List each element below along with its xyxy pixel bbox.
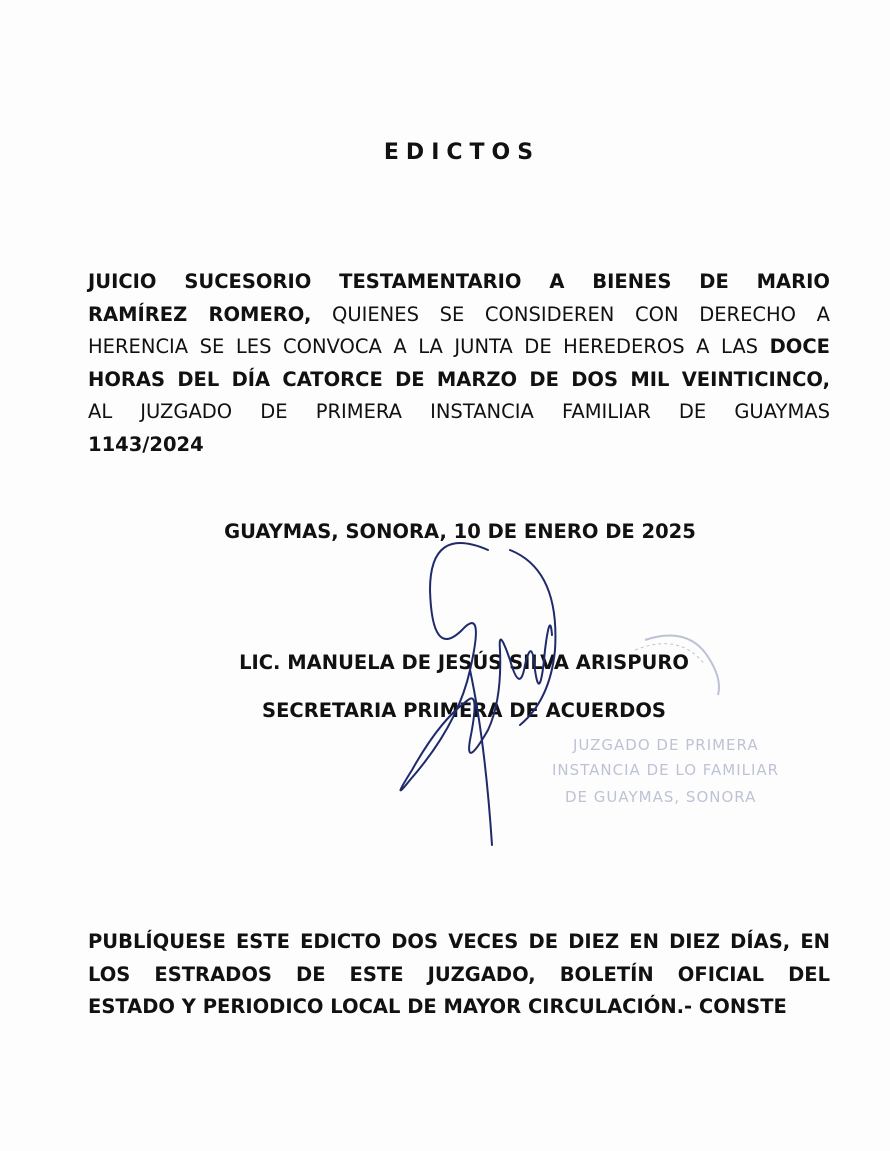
document-title: EDICTOS [383,140,541,165]
body-segment: HORAS DEL DÍA CATORCE DE MARZO DE DOS MIL VEINTICINCO, [88,367,830,391]
footer-line: PUBLÍQUESE ESTE EDICTO DOS VECES DE DIEZ EN DIEZ DÍAS, EN [88,930,830,953]
footer-line: LOS ESTRADOS DE ESTE JUZGADO, BOLETÍN OFICIAL DEL [88,962,830,986]
body-line [88,331,830,364]
publication-notice [88,926,830,1024]
body-line [88,429,830,462]
body-line [88,396,830,429]
body-segment: JUICIO SUCESORIO TESTAMENTARIO A BIENES DE MARIO [88,270,830,293]
body-segment: RAMÍREZ ROMERO, [88,302,312,326]
body-segment: QUIENES SE CONSIDEREN CON DERECHO A [311,302,830,326]
handwritten-signature [370,530,590,860]
place-and-date: GUAYMAS, SONORA, 10 DE ENERO DE 2025 [224,520,696,543]
seal-line-1: JUZGADO DE PRIMERA [573,736,759,754]
signer-name: LIC. MANUELA DE JESÚS SILVA ARISPURO [239,651,689,674]
body-segment: DOCE [769,335,830,358]
signer-role: SECRETARIA PRIMERA DE ACUERDOS [262,699,666,722]
body-line [88,364,830,397]
footer-line: ESTADO Y PERIODICO LOCAL DE MAYOR CIRCULACIÓN.- CONSTE [88,995,787,1018]
body-segment: AL JUZGADO DE PRIMERA INSTANCIA FAMILIAR DE GUAYMAS [88,400,830,423]
body-line [88,299,830,332]
body-line [88,266,830,299]
edict-body [88,266,830,461]
body-segment: 1143/2024 [88,432,204,456]
seal-line-2: INSTANCIA DE LO FAMILIAR [552,761,780,779]
seal-line-3: DE GUAYMAS, SONORA [565,788,757,806]
body-segment: HERENCIA SE LES CONVOCA A LA JUNTA DE HEREDEROS A LAS [88,335,770,358]
